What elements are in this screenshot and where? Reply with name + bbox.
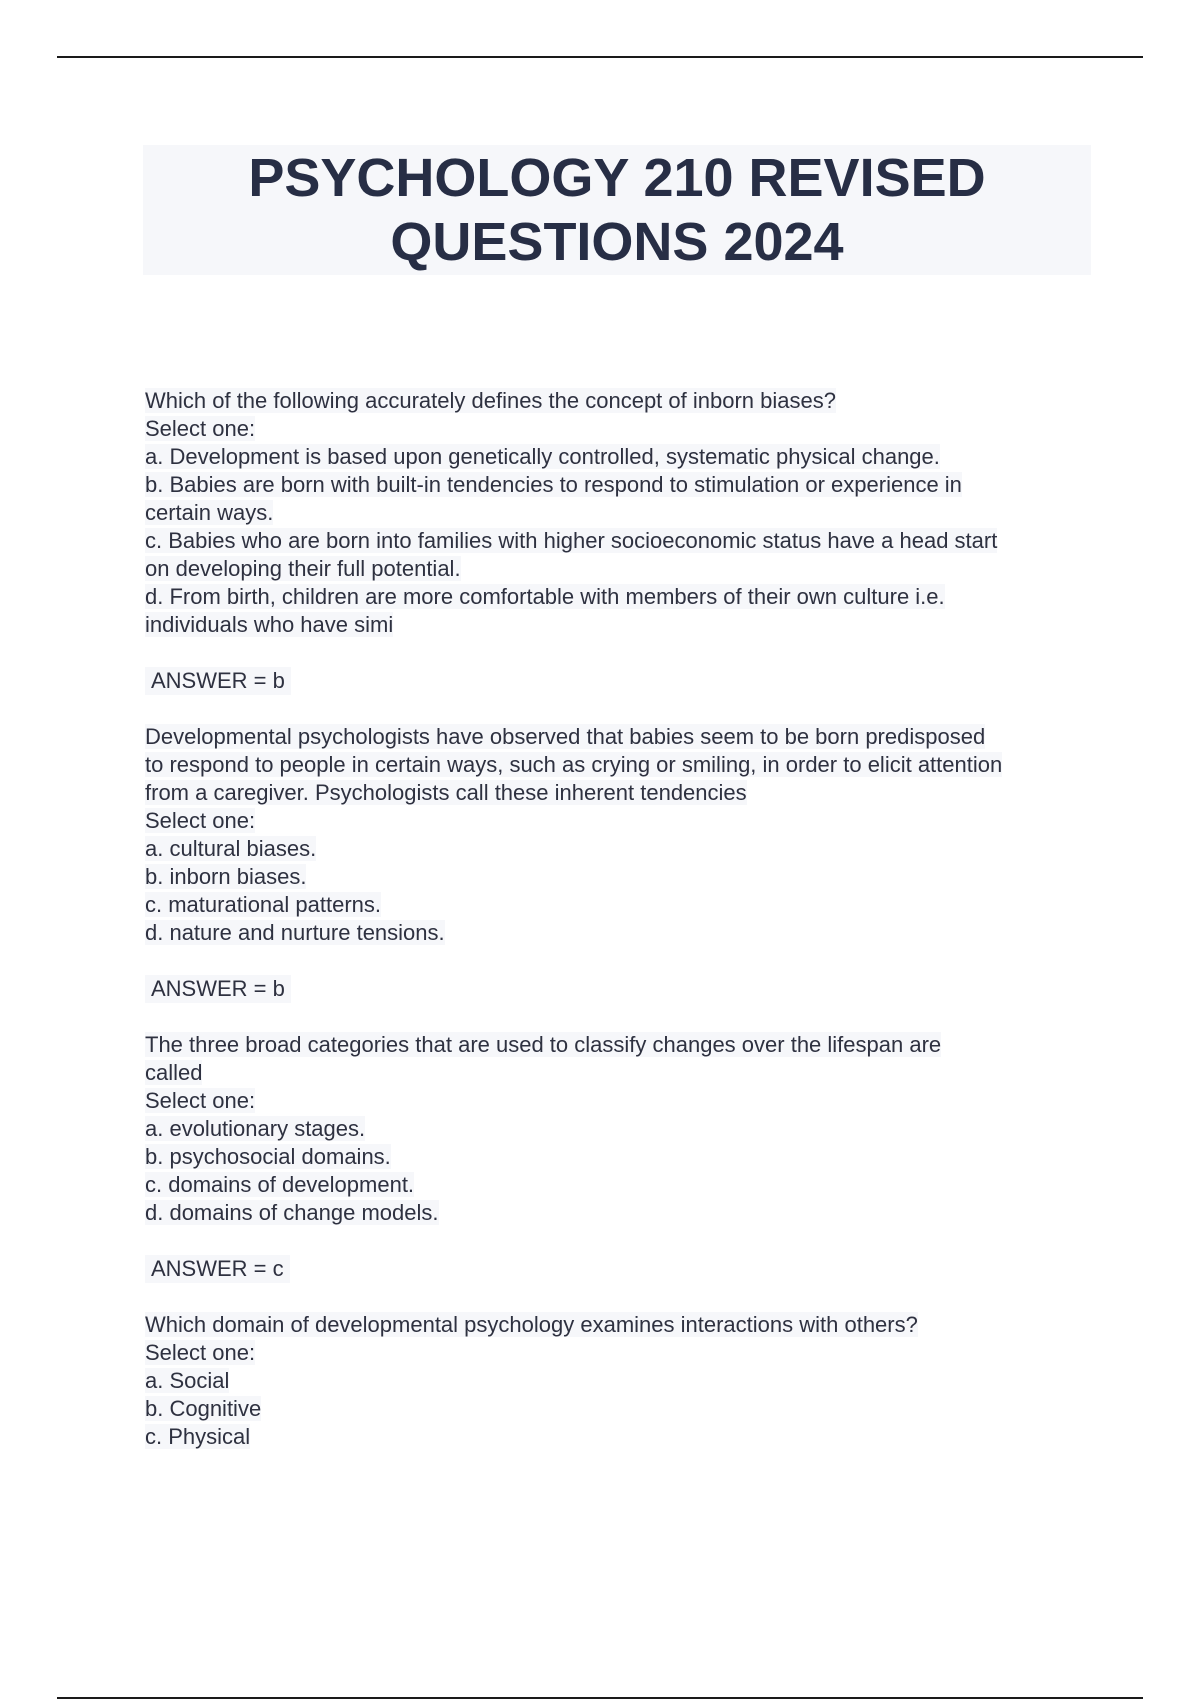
document-title: PSYCHOLOGY 210 REVISED QUESTIONS 2024 [248,148,986,272]
question-stem: called [145,1060,203,1085]
select-label: Select one: [145,416,256,441]
answer-line: ANSWER = b [145,667,291,695]
option-line: on developing their full potential. [145,556,461,581]
option-line: d. From birth, children are more comfortable with members of their own culture i.e. [145,584,945,609]
question-block [145,1031,1095,1227]
option-line: b. Babies are born with built-in tendencies to respond to stimulation or experience in [145,472,962,497]
question-stem: Which domain of developmental psychology examines interactions with others? [145,1312,918,1337]
title-banner [143,145,1091,275]
option-line: a. cultural biases. [145,836,317,861]
option-line: c. domains of development. [145,1172,415,1197]
option-line: c. Babies who are born into families with higher socioeconomic status have a head start [145,528,998,553]
option-line: b. inborn biases. [145,864,307,889]
option-line: certain ways. [145,500,274,525]
option-line: c. Physical [145,1424,251,1449]
option-line: b. psychosocial domains. [145,1144,391,1169]
question-stem: Which of the following accurately defines the concept of inborn biases? [145,388,836,413]
answer-line: ANSWER = c [145,1255,290,1283]
question-block [145,723,1095,947]
select-label: Select one: [145,1088,256,1113]
question-stem: Developmental psychologists have observed that babies seem to be born predisposed [145,724,986,749]
option-line: individuals who have simi [145,612,394,637]
option-line: d. nature and nurture tensions. [145,920,445,945]
option-line: a. Social [145,1368,230,1393]
bottom-rule [57,1697,1143,1699]
top-rule [57,56,1143,58]
question-list [145,387,1095,1479]
option-line: b. Cognitive [145,1396,262,1421]
select-label: Select one: [145,1340,256,1365]
option-line: a. Development is based upon genetically controlled, systematic physical change. [145,444,940,469]
question-stem: to respond to people in certain ways, such as crying or smiling, in order to elicit attention [145,752,1003,777]
option-line: a. evolutionary stages. [145,1116,366,1141]
question-stem: from a caregiver. Psychologists call these inherent tendencies [145,780,747,805]
answer-line: ANSWER = b [145,975,291,1003]
question-stem: The three broad categories that are used to classify changes over the lifespan are [145,1032,942,1057]
question-block [145,387,1095,639]
option-line: d. domains of change models. [145,1200,439,1225]
question-block [145,1311,1095,1451]
option-line: c. maturational patterns. [145,892,382,917]
select-label: Select one: [145,808,256,833]
